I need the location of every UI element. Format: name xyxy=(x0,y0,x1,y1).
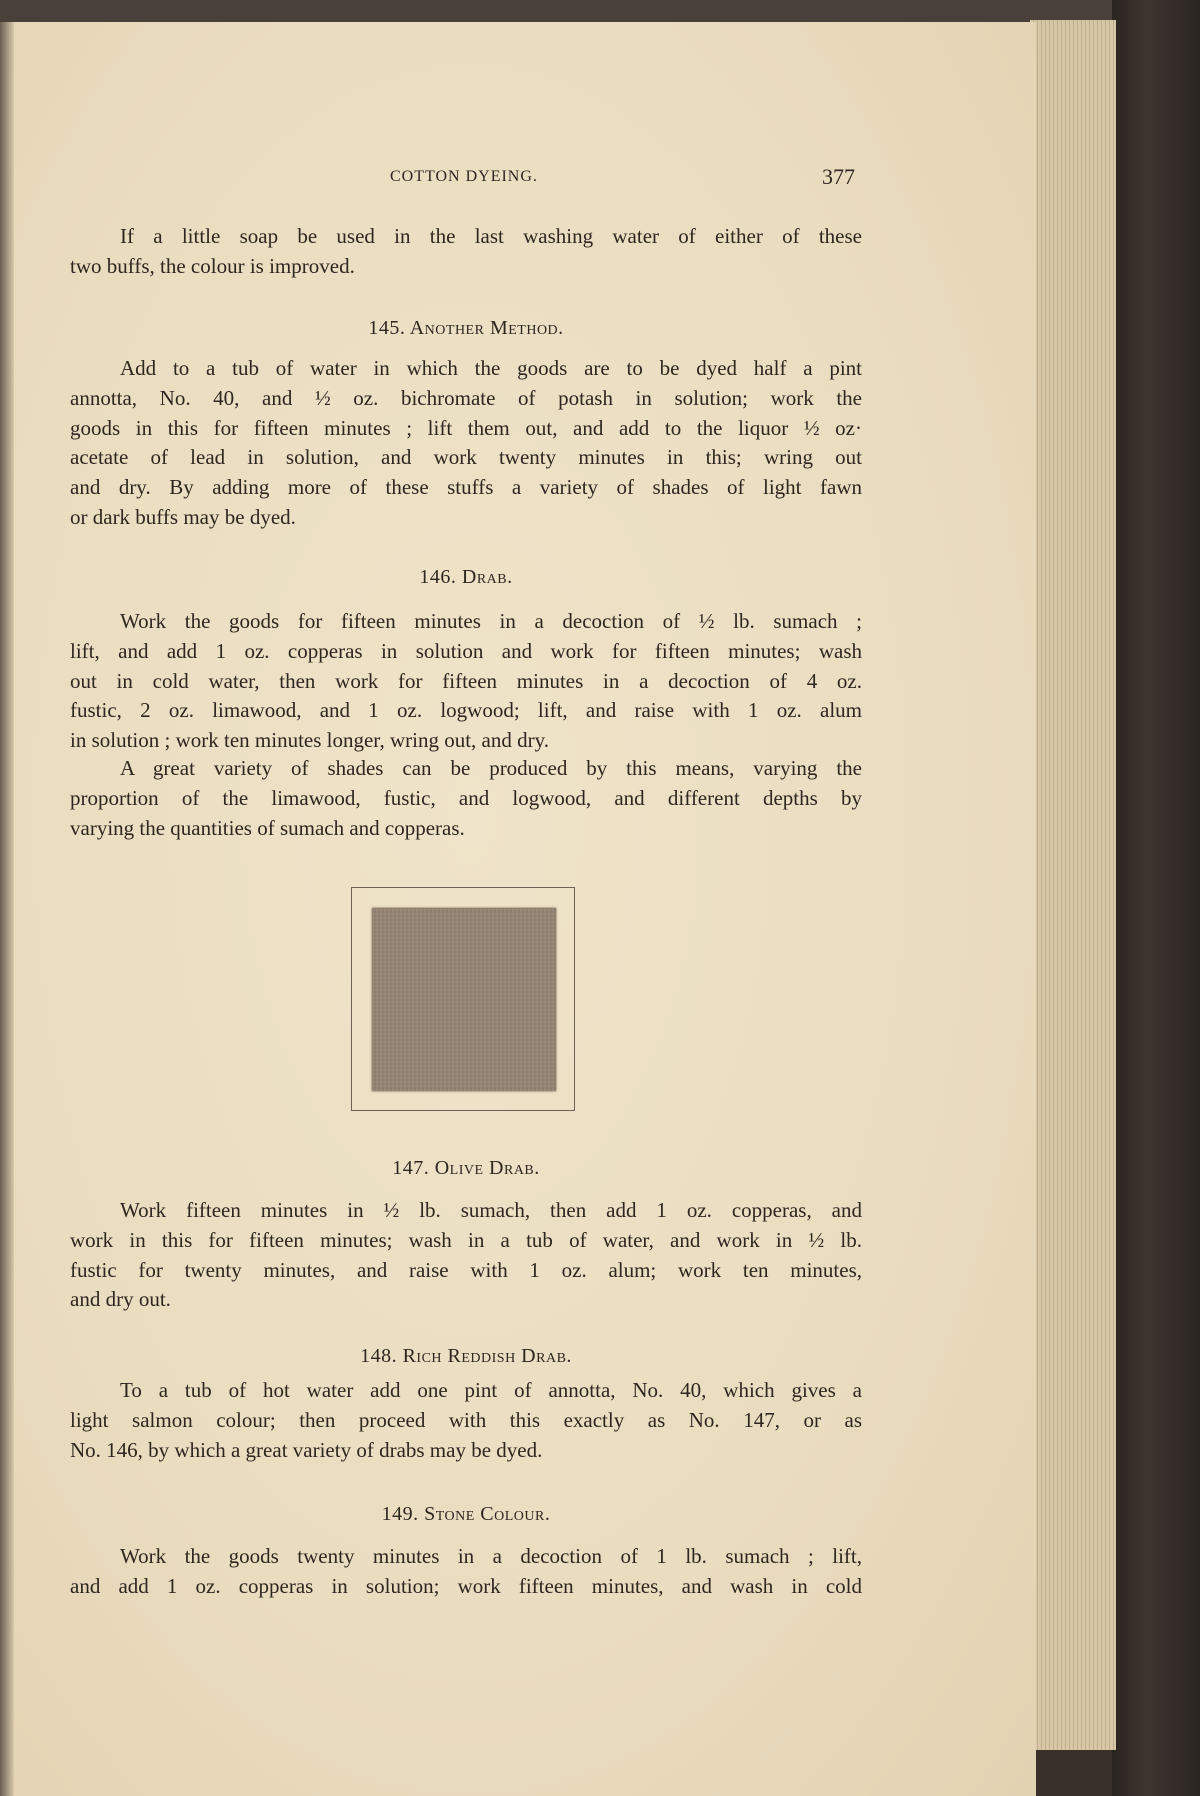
text-line: Work fifteen minutes in ½ lb. sumach, then add 1 oz. copperas, and xyxy=(120,1198,862,1222)
running-head: COTTON DYEING. xyxy=(390,168,538,185)
book-cover xyxy=(1112,0,1200,1796)
drab-fabric-swatch xyxy=(372,908,556,1091)
section-heading-147: 147. Olive Drab. xyxy=(392,1157,540,1179)
section-heading-146: 146. Drab. xyxy=(419,566,513,588)
section-heading-145: 145. Another Method. xyxy=(368,317,564,339)
text-line: Work the goods for fifteen minutes in a decoction of ½ lb. sumach ; xyxy=(120,609,862,633)
text-line: To a tub of hot water add one pint of annotta, No. 40, which gives a xyxy=(120,1378,862,1402)
text-line: varying the quantities of sumach and copperas. xyxy=(70,815,465,840)
section-heading-148: 148. Rich Reddish Drab. xyxy=(360,1345,572,1367)
text-line: or dark buffs may be dyed. xyxy=(70,504,296,529)
page-gutter xyxy=(0,22,14,1796)
fabric-sample-plate xyxy=(351,887,575,1111)
section-147-paragraph xyxy=(70,1196,862,1315)
text-line: fustic, 2 oz. limawood, and 1 oz. logwood; lift, and raise with 1 oz. alum xyxy=(70,698,862,723)
text-line: If a little soap be used in the last washing water of either of these xyxy=(120,224,862,248)
section-148-paragraph xyxy=(70,1376,862,1465)
book-top-edge xyxy=(0,0,1200,22)
text-line: and dry out. xyxy=(70,1287,171,1312)
text-line: in solution ; work ten minutes longer, wring out, and dry. xyxy=(70,728,549,753)
section-145-paragraph xyxy=(70,354,862,533)
text-line: Work the goods twenty minutes in a decoction of 1 lb. sumach ; lift, xyxy=(120,1544,862,1568)
text-line: lift, and add 1 oz. copperas in solution and work for fifteen minutes; wash xyxy=(70,638,862,663)
text-line: and dry. By adding more of these stuffs a variety of shades of light fawn xyxy=(70,475,862,500)
text-line: and add 1 oz. copperas in solution; work fifteen minutes, and wash in cold xyxy=(70,1573,862,1598)
text-line: Add to a tub of water in which the goods are to be dyed half a pint xyxy=(120,356,862,380)
section-149-paragraph xyxy=(70,1542,862,1602)
text-line: proportion of the limawood, fustic, and logwood, and different depths by xyxy=(70,785,862,810)
text-line: two buffs, the colour is improved. xyxy=(70,253,355,278)
text-line: work in this for fifteen minutes; wash in a tub of water, and work in ½ lb. xyxy=(70,1227,862,1252)
text-line: out in cold water, then work for fifteen minutes in a decoction of 4 oz. xyxy=(70,668,862,693)
text-line: goods in this for fifteen minutes ; lift them out, and add to the liquor ½ oz· xyxy=(70,415,862,440)
text-line: fustic for twenty minutes, and raise with 1 oz. alum; work ten minutes, xyxy=(70,1257,862,1282)
text-line: light salmon colour; then proceed with this exactly as No. 147, or as xyxy=(70,1407,862,1432)
section-heading-149: 149. Stone Colour. xyxy=(381,1503,551,1525)
text-line: annotta, No. 40, and ½ oz. bichromate of potash in solution; work the xyxy=(70,385,862,410)
text-line: No. 146, by which a great variety of drabs may be dyed. xyxy=(70,1437,543,1462)
text-line: acetate of lead in solution, and work twenty minutes in this; wring out xyxy=(70,445,862,470)
page-number: 377 xyxy=(822,164,855,189)
intro-paragraph xyxy=(70,222,862,282)
text-line: A great variety of shades can be produced by this means, varying the xyxy=(120,756,862,780)
page-edges xyxy=(1030,20,1116,1750)
section-146-paragraph-2 xyxy=(70,754,862,843)
section-146-paragraph-1 xyxy=(70,607,862,756)
